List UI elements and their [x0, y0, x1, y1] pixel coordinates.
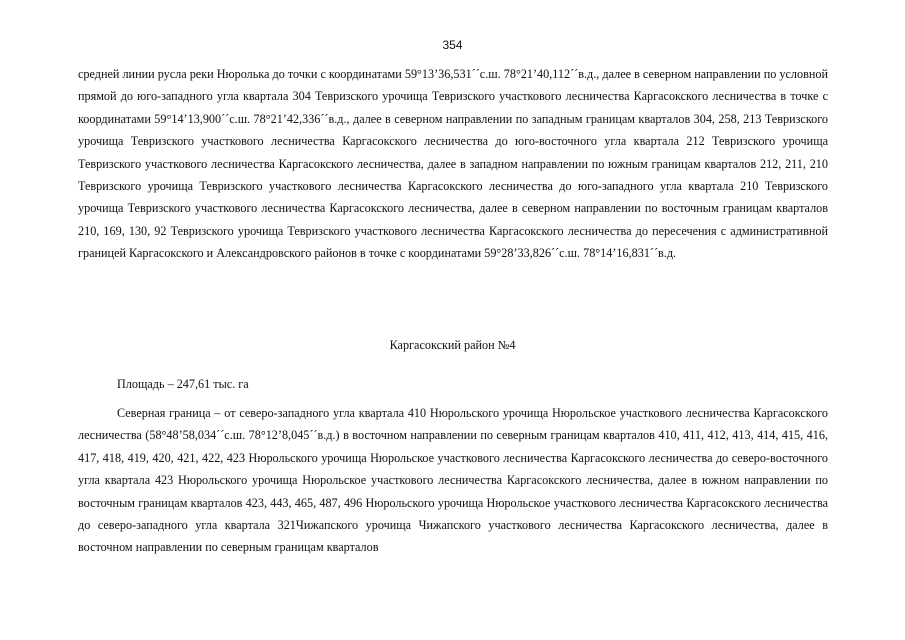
page-number: 354 — [442, 38, 463, 52]
northern-border-paragraph: Северная граница – от северо-западного угла квартала 410 Нюрольского урочища Нюрольское участкового лесничества Каргасокского лесничества (58°48’58,034´´с.ш. 78°12’8,045´´в.д.) в восточном направлении по северным границам кварталов 410, 411, 412, 413, 414, 415, 416, 417, 418, 419, 420, 421, 422, 423 Нюрольского урочища Нюрольское участкового лесничества Каргасокского лесничества до северо-восточного угла квартала 423 Нюрольского урочища Нюрольское участкового лесничества Каргасокского лесничества, далее в южном направлении по восточным границам кварталов 423, 443, 465, 487, 496 Нюрольского урочища Нюрольское участкового лесничества Каргасокского лесничества до северо-западного угла квартала 321Чижапского урочища Чижапского участкового лесничества Каргасокского лесничества, далее в восточном направлении по северным границам кварталов — [78, 406, 828, 555]
section-title: Каргасокский район №4 — [389, 338, 516, 352]
area-line: Площадь – 247,61 тыс. га — [117, 377, 249, 391]
boundary-description-paragraph: средней линии русла реки Нюролька до точки с координатами 59°13’36,531´´с.ш. 78°21’40,112´´в.д., далее в северном направлении по условной прямой до юго-западного угла квартала 304 Тевризского урочища Тевризского участкового лесничества Каргасокского лесничества в точке с координатами 59°14’13,900´´с.ш. 78°21’42,336´´в.д., далее в северном направлении по западным границам кварталов 304, 258, 213 Тевризского урочища Тевризского участкового лесничества Каргасокского лесничества до юго-восточного угла квартала 212 Тевризского урочища Тевризского участкового лесничества Каргасокского лесничества, далее в западном направлении по южным границам кварталов 212, 211, 210 Тевризского урочища Тевризского участкового лесничества Каргасокского лесничества до юго-западного угла квартала 210 Тевризского урочища Тевризского участкового лесничества Каргасокского лесничества, далее в северном направлении по восточным границам кварталов 210, 169, 130, 92 Тевризского урочища Тевризского участкового лесничества Каргасокского лесничества до пересечения с административной границей Каргасокского и Александровского районов в точке с координатами 59°28’33,826´´с.ш. 78°14’16,831´´в.д. — [78, 67, 828, 261]
